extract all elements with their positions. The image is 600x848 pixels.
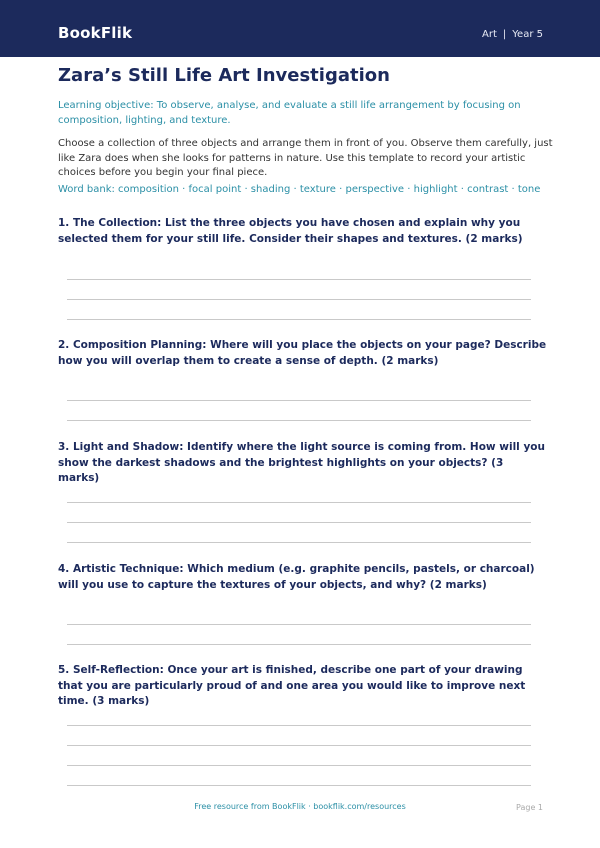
answer-line-q5-4[interactable] bbox=[67, 785, 531, 786]
answer-line-q5-3[interactable] bbox=[67, 765, 531, 766]
answer-line-q2-1[interactable] bbox=[67, 400, 531, 401]
answer-line-q5-2[interactable] bbox=[67, 745, 531, 746]
brand-logo[interactable]: BookFlik bbox=[58, 24, 133, 42]
question-1: 1. The Collection: List the three objects you have chosen and explain why you selected them for your still life. Consider their shapes and textures. (2 marks) bbox=[58, 217, 523, 245]
page-header bbox=[0, 0, 600, 57]
learning-objective: Learning objective: To observe, analyse, and evaluate a still life arrangement by focusing on composition, lighting, and texture. bbox=[58, 100, 521, 126]
page-number: Page 1 bbox=[516, 803, 543, 812]
question-4: 4. Artistic Technique: Which medium (e.g. graphite pencils, pastels, or charcoal) will you use to capture the textures of your objects, and why? (2 marks) bbox=[58, 563, 535, 591]
answer-line-q1-1[interactable] bbox=[67, 279, 531, 280]
answer-line-q2-2[interactable] bbox=[67, 420, 531, 421]
word-bank: Word bank: composition · focal point · shading · texture · perspective · highlight · contrast · tone bbox=[58, 184, 541, 195]
answer-line-q4-2[interactable] bbox=[67, 644, 531, 645]
question-5: 5. Self-Reflection: Once your art is finished, describe one part of your drawing that you are particularly proud of and one area you would like to improve next time. (3 marks) bbox=[58, 664, 526, 707]
subject-year bbox=[482, 29, 543, 40]
subject-label: Art bbox=[482, 29, 497, 40]
year-label: Year 5 bbox=[512, 29, 543, 40]
meta-separator: | bbox=[502, 29, 507, 40]
answer-line-q1-2[interactable] bbox=[67, 299, 531, 300]
question-2: 2. Composition Planning: Where will you place the objects on your page? Describe how you will overlap them to create a sense of depth. (2 marks) bbox=[58, 339, 547, 367]
answer-line-q3-1[interactable] bbox=[67, 502, 531, 503]
answer-line-q3-3[interactable] bbox=[67, 542, 531, 543]
answer-line-q1-3[interactable] bbox=[67, 319, 531, 320]
question-3: 3. Light and Shadow: Identify where the light source is coming from. How will you show the darkest shadows and the brightest highlights on your objects? (3 marks) bbox=[58, 441, 545, 484]
page-title: Zara’s Still Life Art Investigation bbox=[58, 65, 390, 86]
intro-text: Choose a collection of three objects and arrange them in front of you. Observe them carefully, just like Zara does when she looks for patterns in nature. Use this template to record your artistic choices before you begin your final piece. bbox=[58, 138, 553, 178]
answer-line-q3-2[interactable] bbox=[67, 522, 531, 523]
answer-line-q4-1[interactable] bbox=[67, 624, 531, 625]
answer-line-q5-1[interactable] bbox=[67, 725, 531, 726]
footer-resource-link[interactable]: Free resource from BookFlik · bookflik.com/resources bbox=[194, 802, 406, 811]
